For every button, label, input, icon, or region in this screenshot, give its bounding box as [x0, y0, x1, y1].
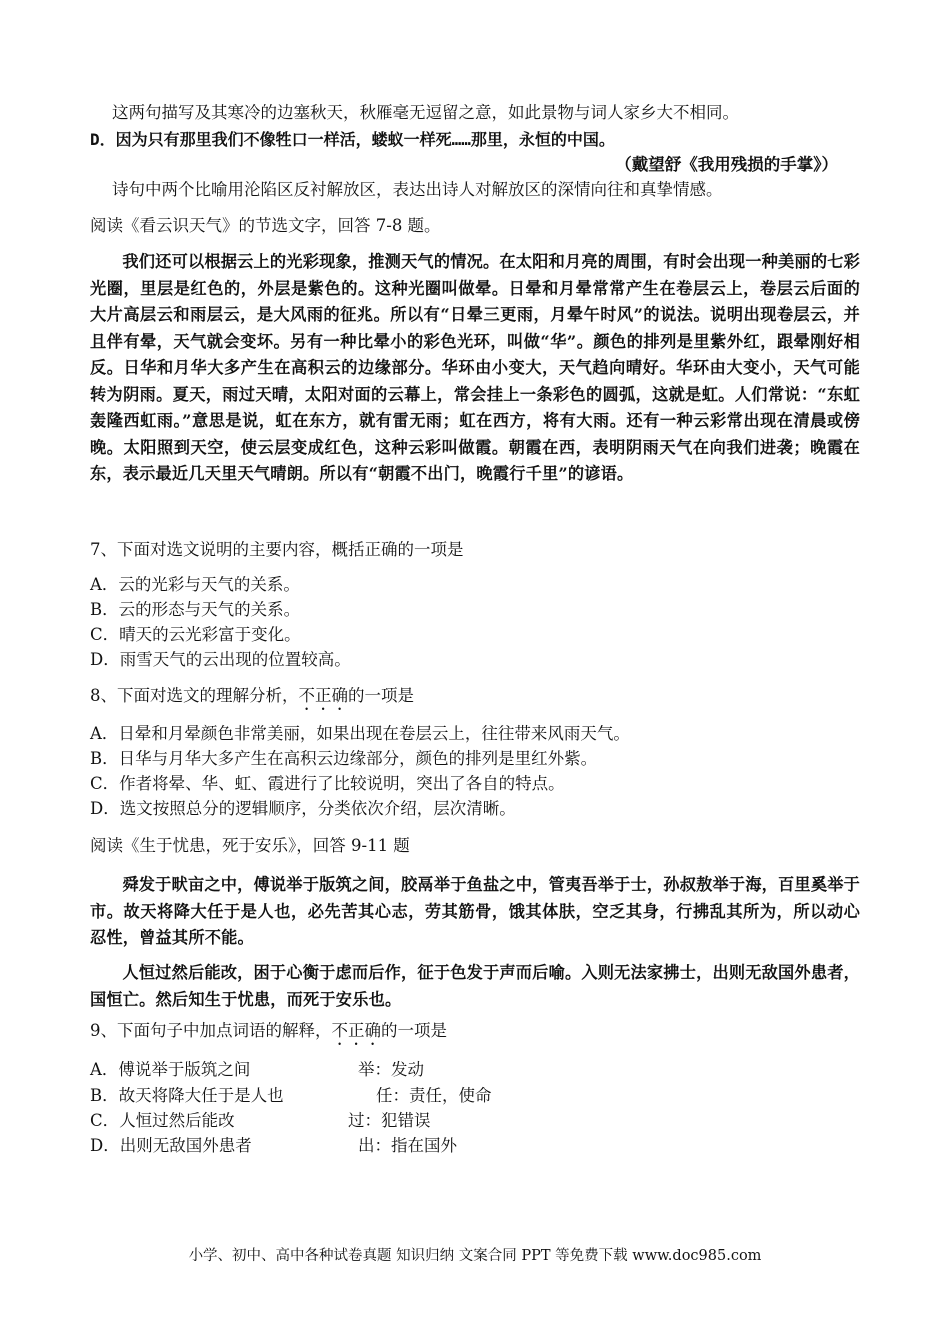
q9-option-c [90, 1109, 870, 1133]
q8-option-c: C．作者将晕、华、虹、霞进行了比较说明，突出了各自的特点。 [90, 774, 565, 793]
question-8-stem [90, 684, 870, 714]
q8-option-d: D．选文按照总分的逻辑顺序，分类依次介绍，层次清晰。 [90, 799, 516, 818]
q9-option-c-gloss: 过：犯错误 [348, 1111, 431, 1130]
poem-comment-line: 这两句描写及其寒冷的边塞秋天，秋雁毫无逗留之意，如此景物与词人家乡大不相同。 [112, 103, 739, 122]
q9-option-d-sentence: D．出则无敌国外患者 [90, 1136, 252, 1155]
q9-option-a [90, 1058, 870, 1082]
classical-para-2: 人恒过然后能改，困于心衡于虑而后作，征于色发于声而后喻。入则无法家拂士，出则无敌国外患者，国恒亡。然后知生于忧患，而死于安乐也。 [90, 963, 860, 1009]
q9-option-b [90, 1084, 870, 1108]
q7-option-c: C．晴天的云光彩富于变化。 [90, 625, 301, 644]
question-7-stem: 7、下面对选文说明的主要内容，概括正确的一项是 [90, 540, 464, 559]
q8-option-b: B．日华与月华大多产生在高积云边缘部分，颜色的排列是里红外紫。 [90, 749, 598, 768]
page-footer: 小学、初中、高中各种试卷真题 知识归纳 文案合同 PPT 等免费下载 www.doc985.com [188, 1248, 762, 1264]
q9-option-d [90, 1134, 870, 1158]
q7-option-b: B．云的形态与天气的关系。 [90, 600, 301, 619]
q8-stem-emphasis: 不正确 [298, 686, 348, 705]
option-d-source: （戴望舒《我用残损的手掌》） [615, 155, 838, 174]
q9-option-a-gloss: 举：发动 [358, 1060, 424, 1079]
q9-option-a-sentence: A．傅说举于版筑之间 [90, 1060, 251, 1079]
q9-option-b-sentence: B．故天将降大任于是人也 [90, 1086, 284, 1105]
q9-stem-pre: 9、下面句子中加点词语的解释， [90, 1021, 332, 1040]
cloud-passage: 我们还可以根据云上的光彩现象，推测天气的情况。在太阳和月亮的周围，有时会出现一种美丽的七彩光圈，里层是红色的，外层是紫色的。这种光圈叫做晕。日晕和月晕常常产生在卷层云上，卷层云后面的大片高层云和雨层云，是大风雨的征兆。所以有“日晕三更雨，月晕午时风”的说法。说明出现卷层云，并且伴有晕，天气就会变坏。另有一种比晕小的彩色光环，叫做“华”。颜色的排列是里紫外红，跟晕刚好相反。日华和月华大多产生在高积云的边缘部分。华环由小变大，天气趋向晴好。华环由大变小，天气可能转为阴雨。夏天，雨过天晴，太阳对面的云幕上，常会挂上一条彩色的圆弧，这就是虹。人们常说：“东虹轰隆西虹雨。”意思是说，虹在东方，就有雷无雨；虹在西方，将有大雨。还有一种云彩常出现在清晨或傍晚。太阳照到天空，使云层变成红色，这种云彩叫做霞。朝霞在西，表明阴雨天气在向我们进袭；晚霞在东，表示最近几天里天气晴朗。所以有“朝霞不出门，晚霞行千里”的谚语。 [90, 252, 860, 483]
reading-intro-7-8: 阅读《看云识天气》的节选文字，回答 7-8 题。 [90, 216, 441, 235]
q8-option-a: A．日晕和月晕颜色非常美丽，如果出现在卷层云上，往往带来风雨天气。 [90, 724, 630, 743]
q9-option-d-gloss: 出：指在国外 [358, 1136, 457, 1155]
q9-option-b-gloss: 任：责任，使命 [376, 1086, 492, 1105]
q8-stem-pre: 8、下面对选文的理解分析， [90, 686, 299, 705]
option-d-comment: 诗句中两个比喻用沦陷区反衬解放区，表达出诗人对解放区的深情向往和真挚情感。 [112, 180, 723, 199]
q7-option-d: D．雨雪天气的云出现的位置较高。 [90, 650, 351, 669]
classical-para-1: 舜发于畎亩之中，傅说举于版筑之间，胶鬲举于鱼盐之中，管夷吾举于士，孙叔敖举于海，百里奚举于市。故天将降大任于是人也，必先苦其心志，劳其筋骨，饿其体肤，空乏其身，行拂乱其所为，所以动心忍性，曾益其所不能。 [90, 875, 860, 947]
q8-stem-post: 的一项是 [348, 686, 414, 705]
q9-option-c-sentence: C．人恒过然后能改 [90, 1111, 235, 1130]
q9-stem-post: 的一项是 [381, 1021, 447, 1040]
q9-stem-emphasis: 不正确 [331, 1021, 381, 1040]
question-9-stem [90, 1019, 870, 1049]
reading-intro-9-11: 阅读《生于忧患，死于安乐》，回答 9-11 题 [90, 836, 410, 855]
q7-option-a: A．云的光彩与天气的关系。 [90, 575, 300, 594]
option-d-poem: D．因为只有那里我们不像牲口一样活，蝼蚁一样死……那里，永恒的中国。 [90, 130, 615, 149]
